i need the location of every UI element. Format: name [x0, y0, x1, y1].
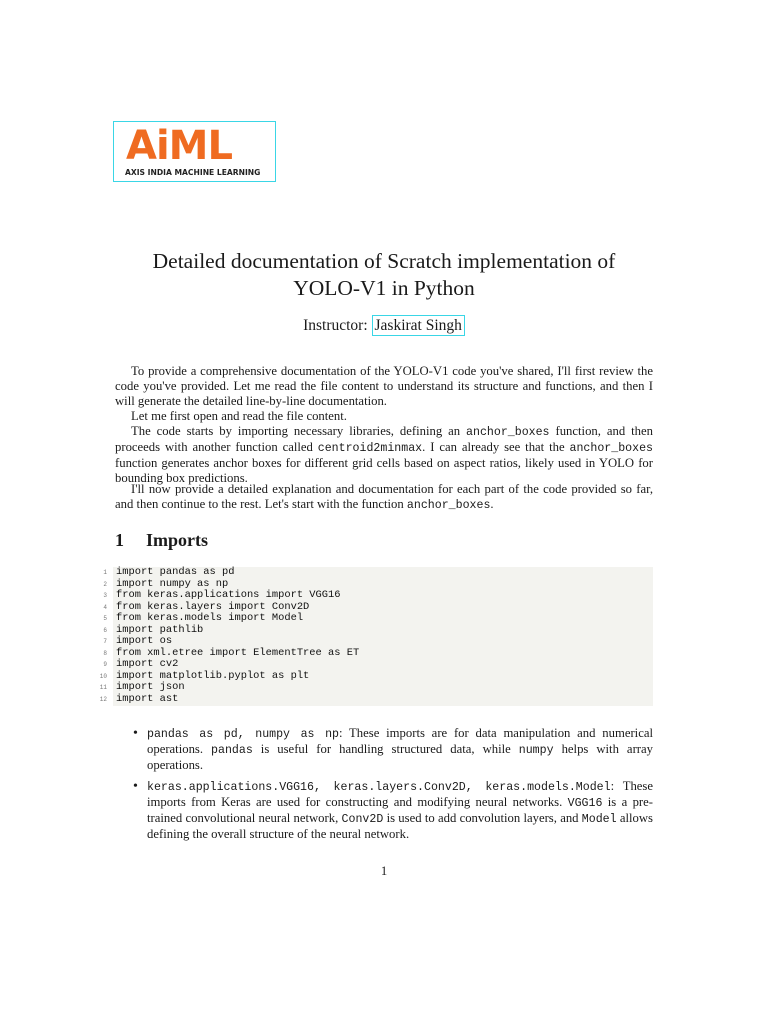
text-run: : These imports from Keras are used for constructing and modifying neural networks. — [147, 779, 654, 809]
section-heading-imports — [115, 529, 208, 551]
line-number: 10 — [99, 672, 107, 680]
inline-code: numpy — [518, 744, 554, 757]
bullet-dot: • — [133, 779, 138, 794]
code-text: import pathlib — [116, 623, 204, 636]
text-run: function generates anchor boxes for different grid cells based on aspect ratios, likely used in YOLO for bounding box predictions. — [115, 456, 653, 485]
section-number: 1 — [115, 530, 124, 550]
code-text: import json — [116, 681, 185, 693]
bullet-dot: • — [133, 726, 138, 741]
text-run: helps with array operations. — [147, 742, 653, 772]
logo-tagline: AXIS INDIA MACHINE LEARNING — [125, 168, 261, 177]
intro-paragraph-4 — [115, 482, 653, 513]
code-text: from xml.etree import ElementTree as ET — [116, 646, 360, 659]
inline-code: VGG16 — [567, 797, 603, 810]
document-title — [100, 248, 668, 302]
title-line-2: YOLO-V1 in Python — [293, 276, 475, 300]
line-number: 4 — [103, 603, 107, 611]
inline-code: pandas — [211, 744, 253, 757]
inline-code: Conv2D — [341, 813, 384, 826]
inline-code: anchor_boxes — [569, 442, 653, 455]
line-number: 12 — [99, 695, 107, 703]
line-number: 3 — [103, 592, 107, 599]
text-run: function, and then proceeds with another function called — [115, 424, 653, 454]
intro-paragraph-3 — [115, 424, 653, 486]
line-number: 9 — [103, 661, 107, 668]
code-text: import os — [116, 635, 173, 647]
line-number: 5 — [103, 615, 107, 622]
code-line — [103, 646, 653, 660]
bullet-item-pandas-numpy — [147, 726, 653, 773]
bullet-item-keras — [147, 779, 653, 842]
inline-code: Model — [581, 813, 617, 826]
inline-code: pandas as pd, numpy as np — [147, 728, 339, 741]
inline-code: anchor_boxes — [406, 499, 491, 512]
code-text: import numpy as np — [116, 577, 229, 590]
code-line — [103, 623, 653, 637]
line-number: 8 — [103, 649, 107, 657]
inline-code: keras.applications.VGG16, keras.layers.Conv2D, keras.models.Model — [147, 781, 611, 794]
code-text: import matplotlib.pyplot as plt — [116, 669, 310, 682]
inline-code: centroid2minmax — [317, 442, 423, 455]
code-listing — [99, 566, 653, 706]
code-text: import ast — [116, 692, 179, 705]
line-number: 11 — [99, 684, 107, 691]
instructor-name-link[interactable]: Jaskirat Singh — [372, 315, 465, 336]
code-line — [103, 658, 653, 671]
inline-code: anchor_boxes — [466, 426, 550, 439]
logo-wordmark: AiML — [126, 123, 232, 169]
text-run: . — [490, 497, 494, 511]
code-text: from keras.models import Model — [116, 612, 304, 624]
line-number: 1 — [103, 569, 107, 576]
code-line — [103, 589, 653, 602]
code-line — [103, 635, 653, 648]
text-run: . I can already see that the — [422, 440, 570, 454]
code-line — [99, 692, 653, 706]
code-line — [103, 612, 653, 625]
intro-paragraph-1: To provide a comprehensive documentation of the YOLO-V1 code you've shared, I'll first review the code you've provided. Let me read the file content to understand its structure and functions, and then I will generate the detailed line-by-line documentation. — [115, 364, 653, 408]
code-line — [99, 669, 653, 683]
code-text: from keras.layers import Conv2D — [116, 600, 310, 613]
intro-paragraph-2: Let me first open and read the file content. — [131, 409, 347, 423]
text-run: is useful for handling structured data, while — [252, 742, 519, 756]
code-text: from keras.applications import VGG16 — [116, 589, 341, 601]
page-number: 1 — [380, 864, 388, 878]
text-run: is a pre-trained convolutional neural network, — [147, 795, 653, 825]
text-run: : These imports are for data manipulation and numerical operations. — [147, 726, 653, 756]
logo-link-box[interactable] — [113, 121, 276, 182]
code-line — [99, 681, 653, 694]
instructor-line — [100, 316, 668, 336]
text-run: The code starts by importing necessary libraries, defining an — [131, 424, 467, 438]
line-number: 2 — [103, 580, 107, 588]
code-text: import cv2 — [116, 658, 179, 670]
section-title: Imports — [146, 530, 208, 550]
line-number: 6 — [103, 626, 107, 634]
code-text: import pandas as pd — [116, 566, 235, 578]
code-line — [103, 566, 653, 579]
text-run: is used to add convolution layers, and — [383, 811, 582, 825]
text-run: allows defining the overall structure of the neural network. — [147, 811, 653, 841]
title-line-1: Detailed documentation of Scratch implementation of — [152, 249, 616, 273]
instructor-label: Instructor: — [303, 317, 368, 334]
text-run: I'll now provide a detailed explanation and documentation for each part of the code provided so far, and then continue to the rest. Let's start with the function — [115, 482, 653, 511]
line-number: 7 — [103, 638, 107, 645]
